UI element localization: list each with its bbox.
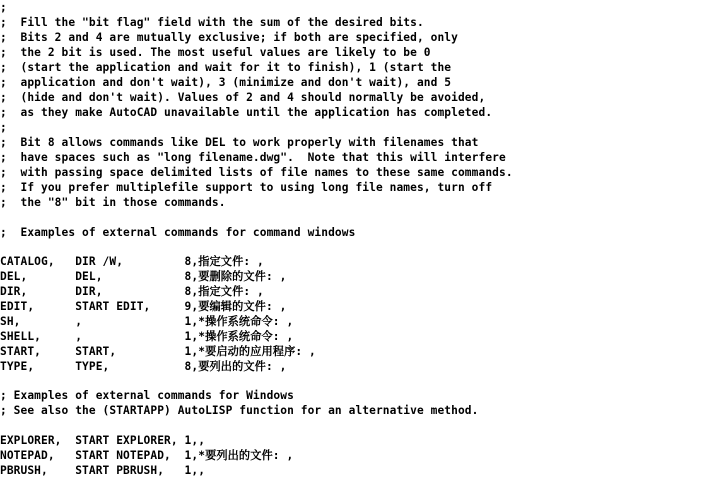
doc-line: ; Examples of external commands for Windows [0,389,294,402]
doc-line: START, START, 1,*要启动的应用程序: , [0,345,316,358]
doc-line: ; Fill the "bit flag" field with the sum of the desired bits. [0,16,424,29]
doc-line: ; Examples of external commands for command windows [0,226,356,239]
doc-line: ; See also the (STARTAPP) AutoLISP function for an alternative method. [0,404,479,417]
doc-line: ; application and don't wait), 3 (minimize and don't wait), and 5 [0,76,452,89]
doc-line: ; as they make AutoCAD unavailable until the application has completed. [0,106,493,119]
doc-line: ; (hide and don't wait). Values of 2 and 4 should normally be avoided, [0,91,486,104]
doc-line: ; have spaces such as "long filename.dwg". Note that this will interfere [0,151,506,164]
doc-line: NOTEPAD, START NOTEPAD, 1,*要列出的文件: , [0,449,294,462]
doc-line: ; [0,1,7,14]
doc-line: DEL, DEL, 8,要删除的文件: , [0,270,287,283]
doc-line: CATALOG, DIR /W, 8,指定文件: , [0,255,264,268]
doc-line: ; [0,121,7,134]
doc-line: PBRUSH, START PBRUSH, 1,, [0,464,206,477]
doc-line: DIR, DIR, 8,指定文件: , [0,285,264,298]
doc-line: ; Bits 2 and 4 are mutually exclusive; if both are specified, only [0,31,458,44]
doc-line: EDIT, START EDIT, 9,要编辑的文件: , [0,300,287,313]
doc-line: EXPLORER, START EXPLORER, 1,, [0,434,206,447]
doc-line: ; If you prefer multiplefile support to using long file names, turn off [0,181,493,194]
doc-line: SHELL, , 1,*操作系统命令: , [0,330,294,343]
doc-line: ; (start the application and wait for it to finish), 1 (start the [0,61,452,74]
doc-line: TYPE, TYPE, 8,要列出的文件: , [0,360,287,373]
doc-line: ; with passing space delimited lists of file names to these same commands. [0,166,513,179]
doc-line: SH, , 1,*操作系统命令: , [0,315,294,328]
doc-line: ; the "8" bit in those commands. [0,196,226,209]
doc-line: ; Bit 8 allows commands like DEL to work properly with filenames that [0,136,479,149]
doc-line: ; the 2 bit is used. The most useful values are likely to be 0 [0,46,431,59]
